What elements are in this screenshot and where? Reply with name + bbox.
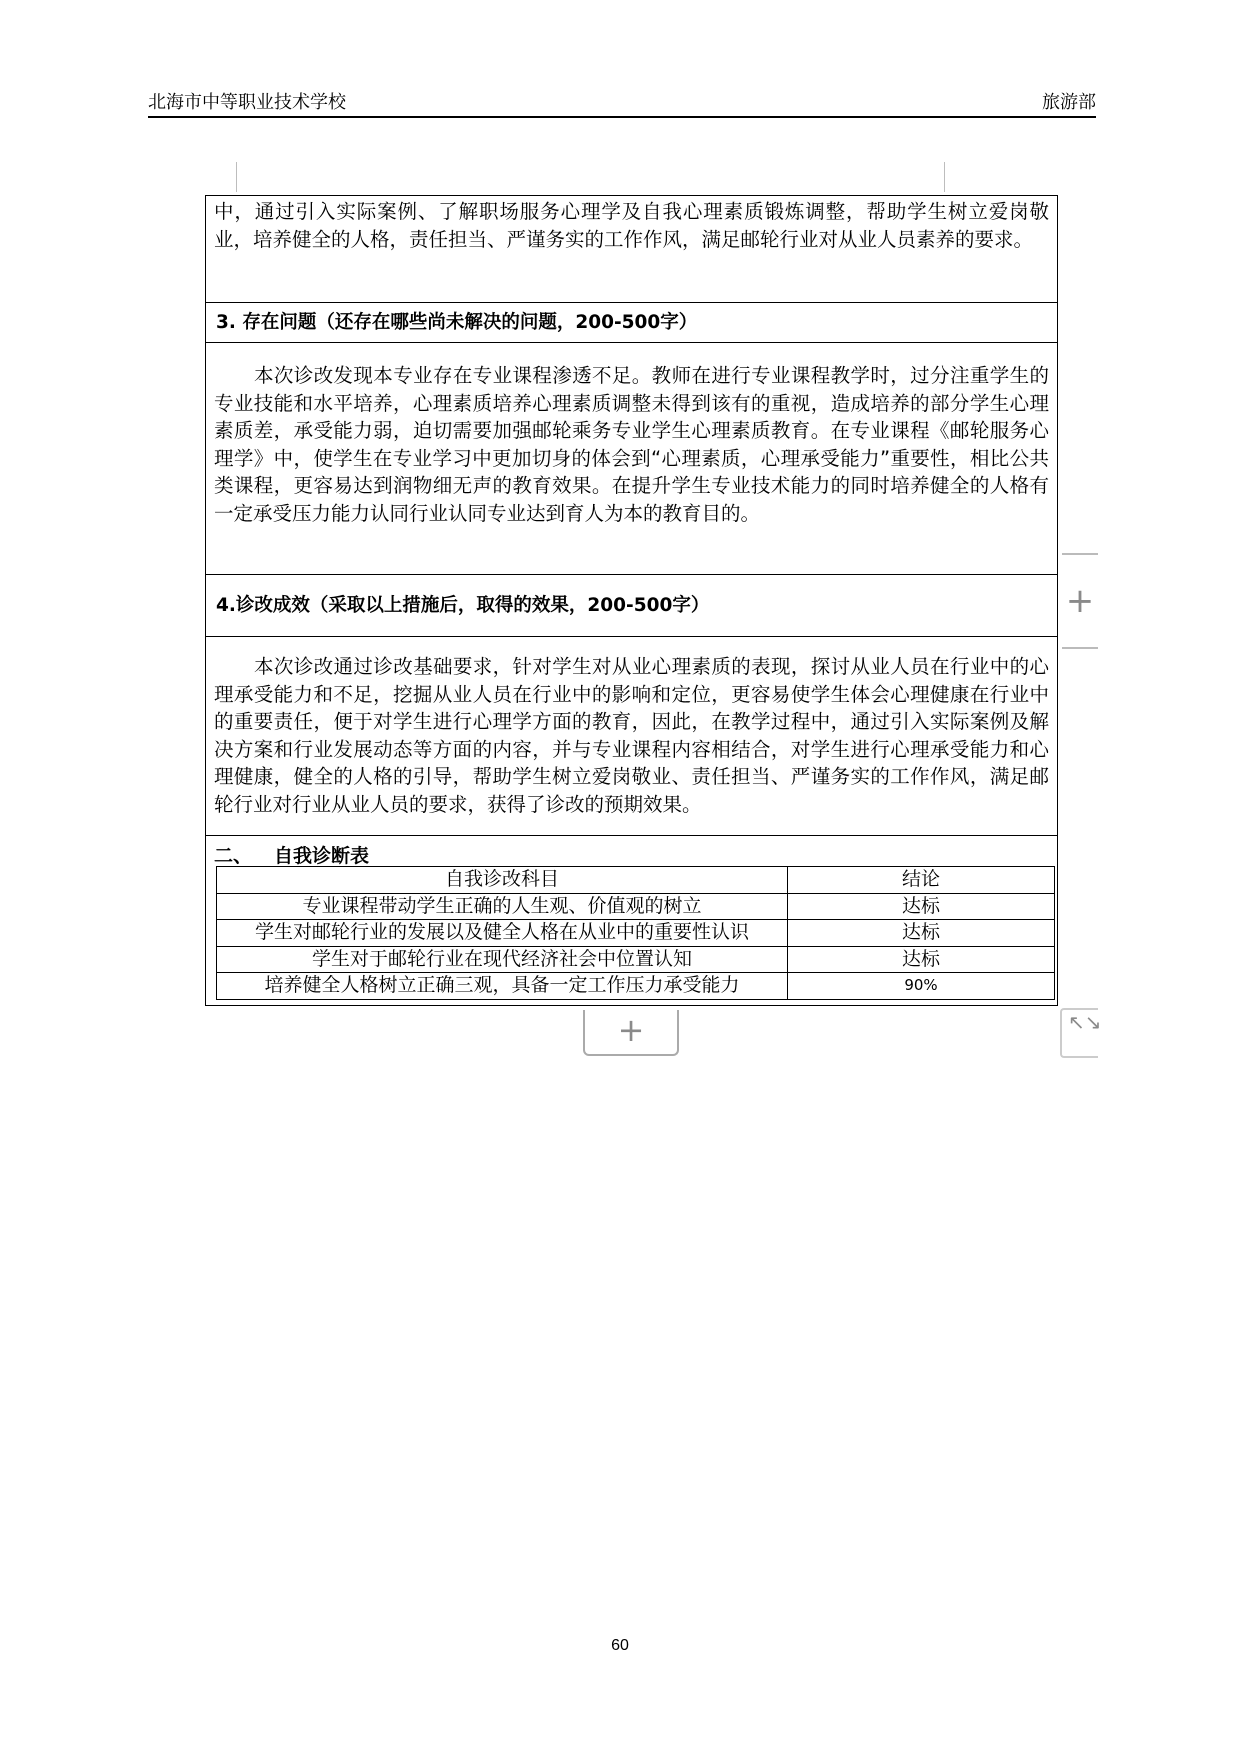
resize-handle[interactable] xyxy=(1060,1008,1102,1058)
intro-paragraph: 中，通过引入实际案例、了解职场服务心理学及自我心理素质锻炼调整，帮助学生树立爱岗敬业，培养健全的人格，责任担当、严谨务实的工作作风，满足邮轮行业对从业人员素养的要求。 xyxy=(214,200,1049,251)
section3-title: 3. 存在问题（还存在哪些尚未解决的问题，200-500字） xyxy=(216,312,698,333)
section2-number: 二、 xyxy=(214,845,253,867)
plus-icon: + xyxy=(1065,581,1095,621)
table-cell-conclusion: 90% xyxy=(788,973,1055,1000)
section4-title-row xyxy=(206,575,1057,637)
crop-mark-right xyxy=(944,162,945,192)
table-row xyxy=(217,973,1055,1000)
resize-icon: ↖↘ xyxy=(1068,1010,1102,1034)
section2-title xyxy=(214,841,369,868)
table-row xyxy=(217,920,1055,947)
plus-icon: + xyxy=(617,1011,645,1049)
crop-mark-left xyxy=(236,162,237,192)
table-header-conclusion: 结论 xyxy=(788,867,1055,894)
school-name: 北海市中等职业技术学校 xyxy=(148,92,346,113)
table-cell-conclusion: 达标 xyxy=(788,893,1055,920)
table-row xyxy=(217,893,1055,920)
table-cell-conclusion: 达标 xyxy=(788,920,1055,947)
page-number: 60 xyxy=(611,1637,629,1654)
add-column-button[interactable] xyxy=(1062,553,1098,649)
section3-body: 本次诊改发现本专业存在专业课程渗透不足。教师在进行专业课程教学时，过分注重学生的专业技能和水平培养，心理素质培养心理素质调整未得到该有的重视，造成培养的部分学生心理素质差，承受能力弱，迫切需要加强邮轮乘务专业学生心理素质教育。在专业课程《邮轮服务心理学》中，使学生在专业学习中更加切身的体会到“心理素质，心理承受能力”重要性，相比公共类课程，更容易达到润物细无声的教育效果。在提升学生专业技术能力的同时培养健全的人格有一定承受压力能力认同行业认同专业达到育人为本的教育目的。 xyxy=(214,364,1049,525)
document-table xyxy=(205,195,1058,1006)
section4-body: 本次诊改通过诊改基础要求，针对学生对从业心理素质的表现，探讨从业人员在行业中的心理承受能力和不足，挖掘从业人员在行业中的影响和定位，更容易使学生体会心理健康在行业中的重要责任，便于对学生进行心理学方面的教育，因此，在教学过程中，通过引入实际案例及解决方案和行业发展动态等方面的内容，并与专业课程内容相结合，对学生进行心理承受能力和心理健康，健全的人格的引导，帮助学生树立爱岗敬业、责任担当、严谨务实的工作作风，满足邮轮行业对行业从业人员的要求，获得了诊改的预期效果。 xyxy=(214,655,1049,816)
table-row xyxy=(217,946,1055,973)
table-cell-conclusion: 达标 xyxy=(788,946,1055,973)
intro-row xyxy=(206,196,1057,303)
table-cell-subject: 学生对邮轮行业的发展以及健全人格在从业中的重要性认识 xyxy=(217,920,788,947)
table-header-row xyxy=(217,867,1055,894)
section3-body-row xyxy=(206,343,1057,575)
page-header xyxy=(148,88,1096,118)
department-name: 旅游部 xyxy=(1042,92,1096,113)
section4-title: 4.诊改成效（采取以上措施后，取得的效果，200-500字） xyxy=(216,595,710,616)
table-cell-subject: 学生对于邮轮行业在现代经济社会中位置认知 xyxy=(217,946,788,973)
add-row-button[interactable] xyxy=(583,1010,679,1056)
section2-title-text: 自我诊断表 xyxy=(274,845,370,867)
table-cell-subject: 专业课程带动学生正确的人生观、价值观的树立 xyxy=(217,893,788,920)
section3-title-row xyxy=(206,303,1057,343)
table-cell-subject: 培养健全人格树立正确三观，具备一定工作压力承受能力 xyxy=(217,973,788,1000)
section4-body-row xyxy=(206,637,1057,836)
table-header-subject: 自我诊改科目 xyxy=(217,867,788,894)
self-diagnosis-table xyxy=(216,866,1055,1000)
